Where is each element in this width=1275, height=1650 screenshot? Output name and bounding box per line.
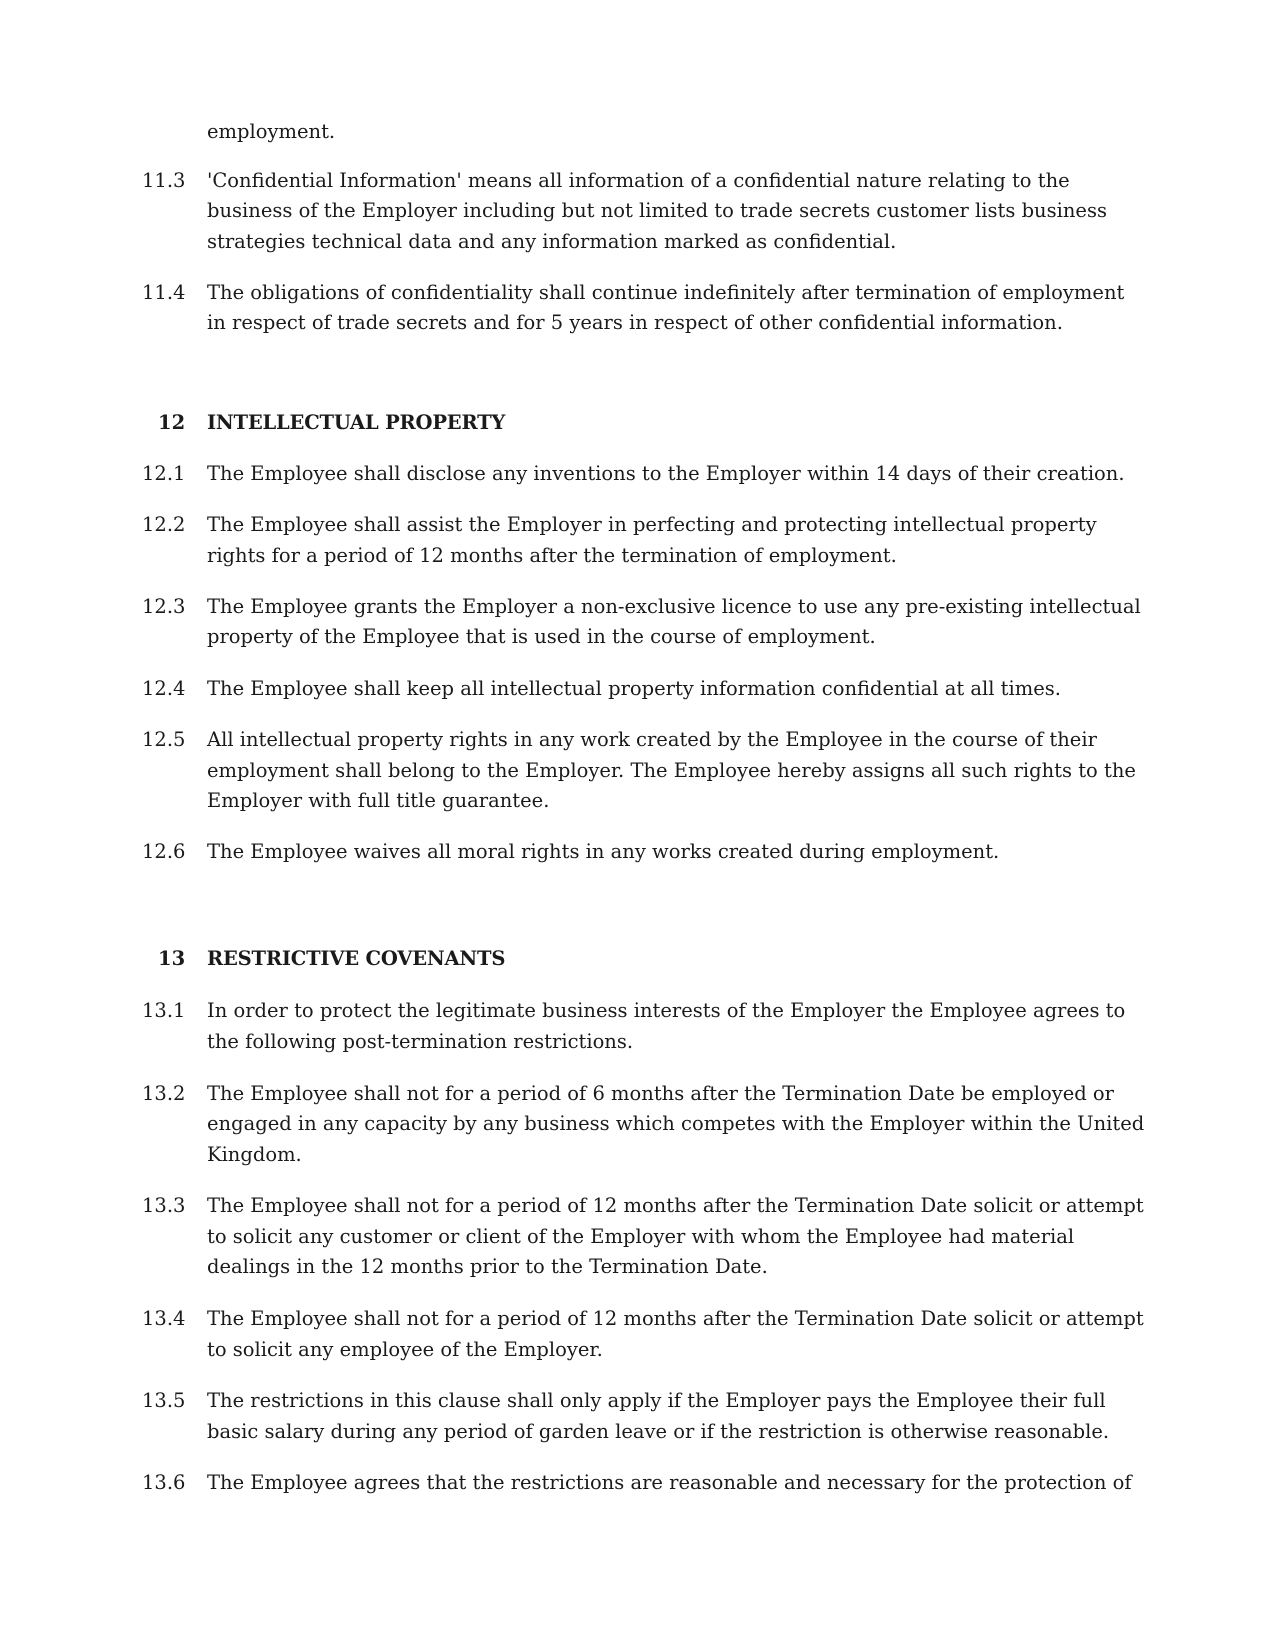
section-number: 13 <box>158 947 186 970</box>
clause-text-line: Employer with full title guarantee. <box>207 789 550 812</box>
clause-number: 12.2 <box>142 513 186 536</box>
clause-number: 13.6 <box>142 1471 186 1494</box>
clause-text-line: to solicit any customer or client of the Employer with whom the Employee had material <box>207 1225 1075 1248</box>
clause-number: 13.5 <box>142 1389 186 1412</box>
clause-text-line: In order to protect the legitimate business interests of the Employer the Employee agrees to <box>207 999 1126 1022</box>
clause-text-line: The Employee shall keep all intellectual property information confidential at all times. <box>207 677 1061 700</box>
clause-text-line: property of the Employee that is used in the course of employment. <box>207 625 876 648</box>
clause-text-line: basic salary during any period of garden leave or if the restriction is otherwise reasonable. <box>207 1420 1110 1443</box>
clause-number: 12.1 <box>142 462 186 485</box>
clause-text-line: in respect of trade secrets and for 5 years in respect of other confidential information. <box>207 311 1063 334</box>
clause-text-line: The Employee shall not for a period of 12 months after the Termination Date solicit or attempt <box>207 1307 1144 1330</box>
clause-text-line: The Employee shall assist the Employer in perfecting and protecting intellectual property <box>207 513 1097 536</box>
clause-number: 13.3 <box>142 1194 186 1217</box>
clause-text-line: The Employee shall not for a period of 6 months after the Termination Date be employed or <box>207 1082 1114 1105</box>
clause-text-line: strategies technical data and any information marked as confidential. <box>207 230 897 253</box>
clause-text-line: The Employee shall not for a period of 12 months after the Termination Date solicit or attempt <box>207 1194 1144 1217</box>
clause-number: 12.6 <box>142 840 186 863</box>
section-number: 12 <box>158 411 186 434</box>
clause-text-line: The Employee grants the Employer a non-exclusive licence to use any pre-existing intellectual <box>207 595 1141 618</box>
clause-text-line: The restrictions in this clause shall only apply if the Employer pays the Employee their full <box>207 1389 1106 1412</box>
clause-text-line: The Employee waives all moral rights in any works created during employment. <box>207 840 1000 863</box>
continuation-text: employment. <box>207 120 336 143</box>
clause-number: 13.4 <box>142 1307 186 1330</box>
clause-text-line: the following post-termination restrictions. <box>207 1030 634 1053</box>
clause-number: 13.2 <box>142 1082 186 1105</box>
clause-text-line: The obligations of confidentiality shall continue indefinitely after termination of employment <box>207 281 1125 304</box>
section-heading: RESTRICTIVE COVENANTS <box>207 947 506 970</box>
clause-text-line: dealings in the 12 months prior to the Termination Date. <box>207 1255 768 1278</box>
clause-text-line: engaged in any capacity by any business which competes with the Employer within the United <box>207 1112 1145 1135</box>
clause-text-line: to solicit any employee of the Employer. <box>207 1338 603 1361</box>
clause-text-line: Kingdom. <box>207 1143 302 1166</box>
section-heading: INTELLECTUAL PROPERTY <box>207 411 506 434</box>
clause-number: 12.5 <box>142 728 186 751</box>
clause-text-line: 'Confidential Information' means all information of a confidential nature relating to the <box>207 169 1070 192</box>
clause-number: 12.4 <box>142 677 186 700</box>
clause-text-line: rights for a period of 12 months after the termination of employment. <box>207 544 897 567</box>
clause-text-line: business of the Employer including but not limited to trade secrets customer lists business <box>207 199 1107 222</box>
clause-number: 13.1 <box>142 999 186 1022</box>
clause-text-line: employment shall belong to the Employer. The Employee hereby assigns all such rights to the <box>207 759 1136 782</box>
clause-number: 12.3 <box>142 595 186 618</box>
clause-number: 11.3 <box>142 169 186 192</box>
clause-text-line: The Employee shall disclose any inventions to the Employer within 14 days of their creation. <box>207 462 1125 485</box>
clause-text-line: The Employee agrees that the restrictions are reasonable and necessary for the protection of <box>207 1471 1132 1494</box>
clause-number: 11.4 <box>142 281 186 304</box>
clause-text-line: All intellectual property rights in any work created by the Employee in the course of their <box>207 728 1097 751</box>
